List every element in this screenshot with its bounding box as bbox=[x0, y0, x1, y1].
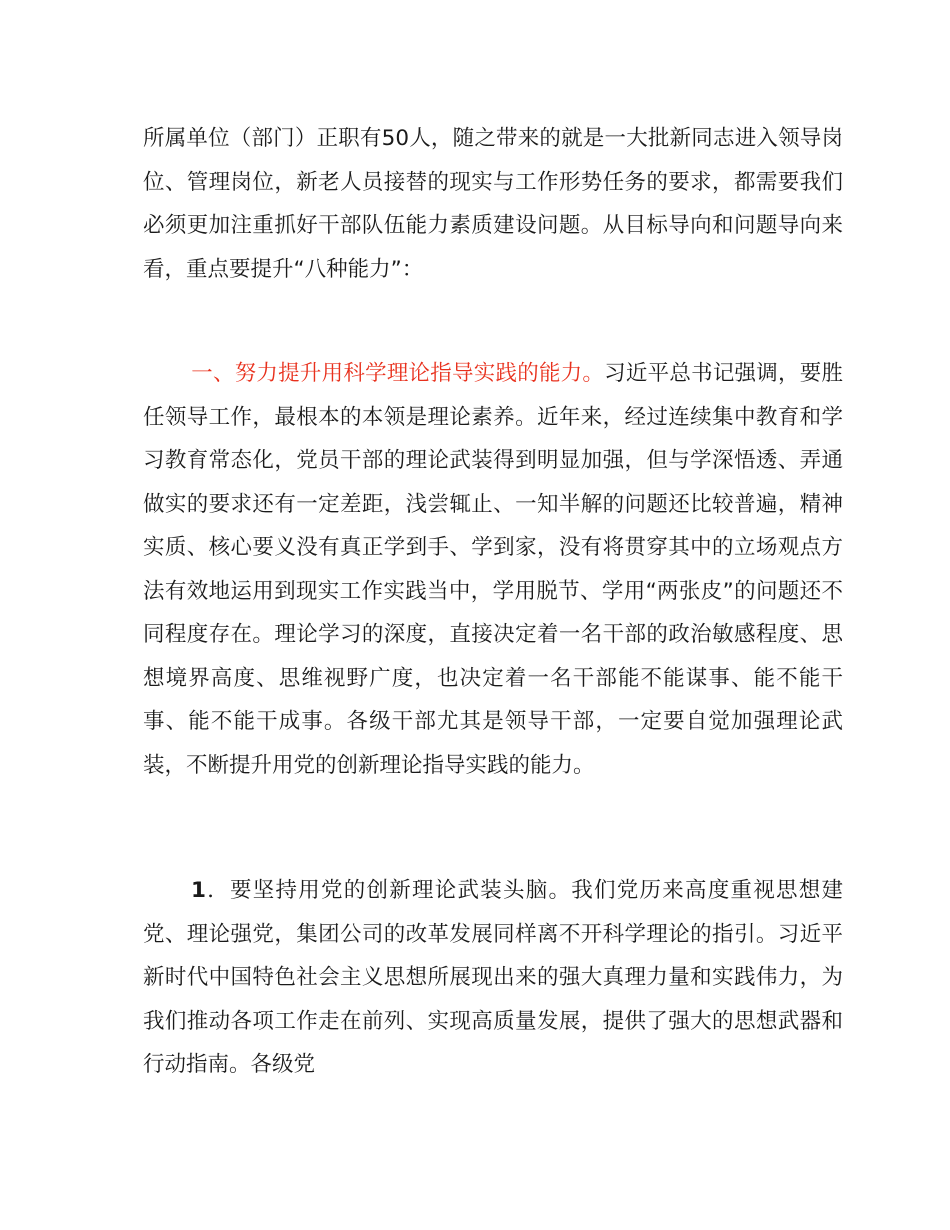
paragraph-intro-text: 所属单位（部门）正职有50人，随之带来的就是一大批新同志进入领导岗位、管理岗位，新老人员接替的现实与工作形势任务的要求，都需要我们必须更加注重抓好干部队伍能力素质建设问题。从目标导向和问题导向来看，重点要提升“八种能力”： bbox=[143, 126, 843, 282]
paragraph-item-one bbox=[143, 869, 843, 1087]
paragraph-item-one-text: ．要坚持用党的创新理论武装头脑。我们党历来高度重视思想建党、理论强党，集团公司的改革发展同样离不开科学理论的指引。习近平新时代中国特色社会主义思想所展现出来的强大真理力量和实践伟力，为我们推动各项工作走在前列、实现高质量发展，提供了强大的思想武器和行动指南。各级党 bbox=[143, 878, 843, 1077]
paragraph-section-one-text: 习近平总书记强调，要胜任领导工作，最根本的本领是理论素养。近年来，经过连续集中教育和学习教育常态化，党员干部的理论武装得到明显加强，但与学深悟透、弄通做实的要求还有一定差距，浅尝辄止、一知半解的问题还比较普遍，精神实质、核心要义没有真正学到手、学到家，没有将贯穿其中的立场观点方法有效地运用到现实工作实践当中，学用脱节、学用“两张皮”的问题还不同程度存在。理论学习的深度，直接决定着一名干部的政治敏感程度、思想境界高度、思维视野广度，也决定着一名干部能不能谋事、能不能干事、能不能干成事。各级干部尤其是领导干部，一定要自觉加强理论武装，不断提升用党的创新理论指导实践的能力。 bbox=[143, 361, 843, 778]
item-number: 1 bbox=[191, 878, 206, 903]
section-heading: 一、努力提升用科学理论指导实践的能力。 bbox=[191, 361, 605, 386]
paragraph-intro bbox=[143, 117, 843, 291]
paragraph-section-one bbox=[143, 352, 843, 787]
